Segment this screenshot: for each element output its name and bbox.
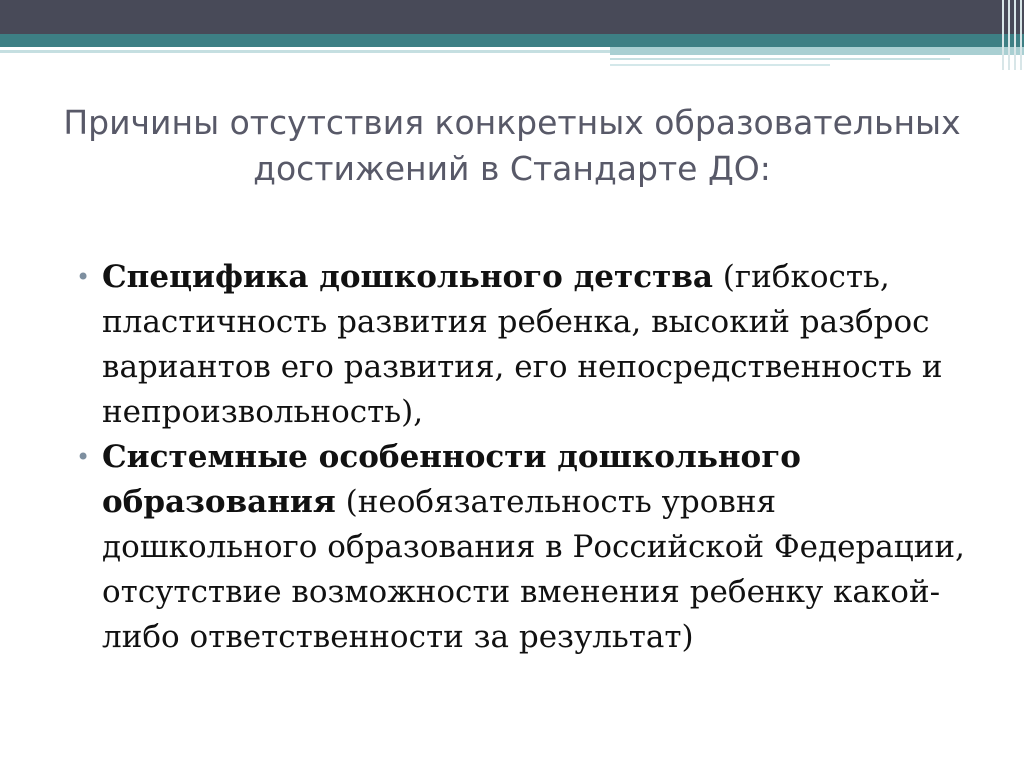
bullet-list <box>70 255 970 660</box>
accent-stripe <box>0 34 1024 47</box>
bullet-heading: Специфика дошкольного детства <box>102 259 713 295</box>
slide-title: Причины отсутствия конкретных образовательных достижений в Стандарте ДО: <box>63 103 961 188</box>
bullet-text: (гибкость, пластичность развития ребенка, высокий разброс вариантов его развития, его непосредственность и непроизвольность), <box>102 259 943 430</box>
accent-stripe-light <box>610 47 1024 55</box>
bullet-icon: • <box>76 263 91 291</box>
decor-line <box>610 58 950 60</box>
bullet-item <box>70 435 970 660</box>
bullet-text: (необязательность уровня дошкольного образования в Российской Федерации, отсутствие возможности вменения ребенку какой-либо ответственности за результат) <box>102 484 965 655</box>
decor-line <box>0 50 610 53</box>
decor-vertical-stripes <box>998 0 1024 70</box>
bullet-heading: Системные особенности дошкольного образования <box>102 439 801 520</box>
header-bar <box>0 0 1024 34</box>
decor-line <box>610 64 830 66</box>
bullet-item <box>70 255 970 435</box>
bullet-icon: • <box>76 443 91 471</box>
